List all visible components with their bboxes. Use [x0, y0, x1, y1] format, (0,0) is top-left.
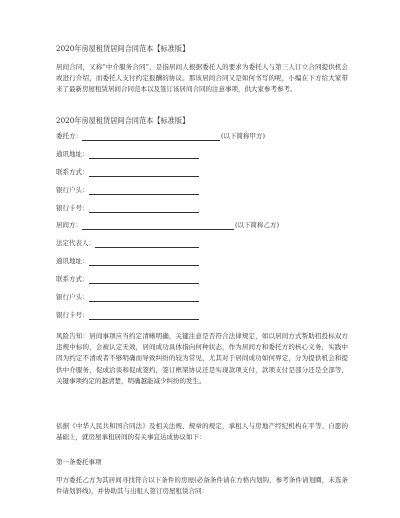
risk-notice-paragraph: 风险告知：居间事项应当约定清晰明确，关键注意是否符合法律规定，如以居间方式帮助招投标双方违规中标的，会被认定无效，居间成功具体指向何种状态，作为居间方和委托方的核心义务，实践中因为约定不清或者不够明确而导致纠纷的较为常见，尤其对于居间成功如何界定，分为提供机会和提供中介服务，促成洽谈和促成签约，签订框架协议还是实现款项支付，款项支付是部分还是全部等，关键事项约定的越清楚，明确越能减少纠纷的发生。 [56, 332, 348, 385]
client-field [56, 131, 265, 141]
agent-address-field [56, 256, 199, 266]
agent-bank-blank[interactable] [89, 293, 199, 302]
intro-paragraph: 居间合同，又称“中介服务合同”，是指居间人根据委托人的要求为委托人与第三人订立合同提供机会或进行介绍，而委托人支付约定报酬的协议。那该居间合同又是如何书写的呢，小编在下方给大家带来了最新房屋租赁居间合同范本以及签订该居间合同的注意事项，供大家参考参考。 [56, 63, 348, 94]
client-label: 委托方： [56, 132, 82, 140]
agent-bank-label: 银行户头： [56, 293, 89, 301]
client-address-field [56, 149, 199, 159]
client-account-blank[interactable] [89, 204, 199, 213]
agent-blank[interactable] [82, 221, 234, 230]
agent-suffix: (以下简称乙方) [235, 221, 280, 229]
client-account-label: 银行卡号： [56, 204, 89, 212]
agent-address-label: 通讯地址： [56, 257, 89, 265]
client-account-field [56, 203, 199, 213]
article-1-body: 甲方委托乙方为其居间寻找符合以下条件的房屋(必备条件请在方格内划钩，参考条件请划圈，未选条件请划斜线)，并协助其与出租人签订房屋租赁合同： [56, 476, 348, 496]
legal-basis-paragraph: 依据《中华人民共和国合同法》及相关法规、规章的规定，承租人与房地产经纪机构在平等、自愿的基础上，就房屋承租居间的有关事宜达成协议如下： [56, 422, 348, 442]
document-title: 2020年房屋租赁居间合同范本【标准版】 [56, 44, 190, 53]
client-contact-blank[interactable] [89, 168, 199, 177]
client-contact-field [56, 167, 199, 177]
client-bank-field [56, 185, 199, 195]
client-bank-label: 银行户头： [56, 186, 89, 194]
client-address-blank[interactable] [89, 150, 199, 159]
legal-rep-label: 法定代表人： [56, 239, 95, 247]
agent-contact-blank[interactable] [89, 275, 199, 284]
agent-account-field [56, 310, 199, 320]
client-address-label: 通讯地址： [56, 150, 89, 158]
agent-address-blank[interactable] [89, 257, 199, 266]
legal-rep-field [56, 238, 199, 248]
agent-account-blank[interactable] [89, 311, 199, 320]
agent-label: 居间方： [56, 221, 82, 229]
agent-field [56, 220, 279, 230]
agent-contact-label: 联系方式： [56, 275, 89, 283]
contract-subtitle: 2020年房屋租赁居间合同范本【标准版】 [56, 116, 190, 125]
client-contact-label: 联系方式： [56, 168, 89, 176]
client-blank[interactable] [82, 132, 220, 141]
agent-bank-field [56, 292, 199, 302]
client-bank-blank[interactable] [89, 186, 199, 195]
client-suffix: (以下简称甲方) [221, 132, 266, 140]
legal-rep-blank[interactable] [95, 239, 199, 248]
agent-contact-field [56, 274, 199, 284]
article-1-title: 第一条委托事项 [56, 458, 102, 466]
agent-account-label: 银行卡号： [56, 311, 89, 319]
